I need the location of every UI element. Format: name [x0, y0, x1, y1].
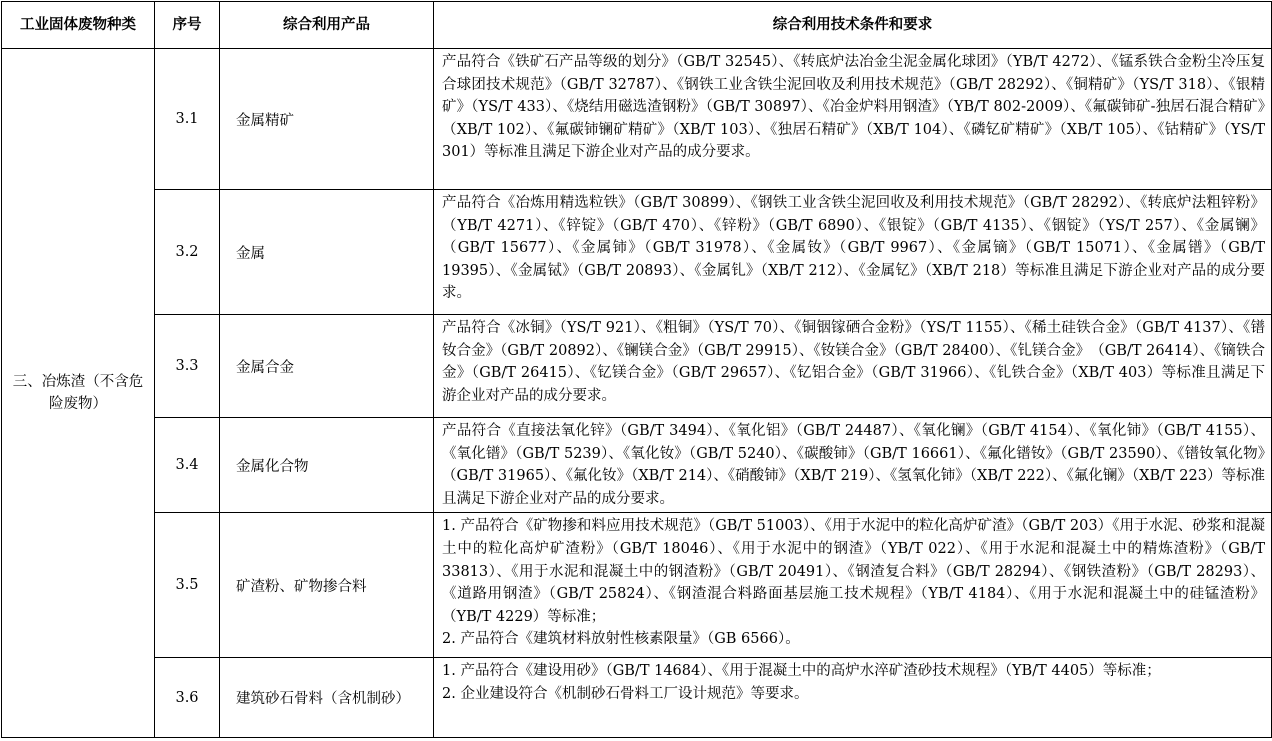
- table-row: [2, 513, 1272, 658]
- requirement-text: 产品符合《铁矿石产品等级的划分》（GB/T 32545）、《转底炉法冶金尘泥金属化球团》（YB/T 4272）、《锰系铁合金粉尘冷压复合球团技术规范》（GB/T 32787）、《钢铁工业含铁尘泥回收及利用技术规范》（GB/T 28292）、《铜精矿》（YS/T 318）、《银精矿》（YS/T 433）、《烧结用磁选渣钢粉》（GB/T 30897）、《冶金炉料用钢渣》（YB/T 802-2009）、《氟碳铈矿-独居石混合精矿》（XB/T 102）、《氟碳铈镧矿精矿》（XB/T 103）、《独居石精矿》（XB/T 104）、《磷钇矿精矿》（XB/T 105）、《钴精矿》（YS/T 301）等标准且满足下游企业对产品的成分要求。: [442, 54, 1265, 161]
- table-row: [2, 418, 1272, 513]
- seq-cell: 3.6: [155, 658, 220, 738]
- seq-cell: 3.3: [155, 315, 220, 418]
- category-cell: 三、冶炼渣（不含危险废物）: [2, 49, 155, 738]
- product-cell: 矿渣粉、矿物掺合料: [220, 513, 434, 658]
- seq-cell: 3.2: [155, 190, 220, 315]
- requirements-cell: [434, 190, 1272, 315]
- product-cell: 金属: [220, 190, 434, 315]
- product-cell: 金属精矿: [220, 49, 434, 190]
- table-row: [2, 658, 1272, 738]
- header-seq: 序号: [155, 2, 220, 49]
- product-cell: 金属化合物: [220, 418, 434, 513]
- requirement-text: 产品符合《冶炼用精选粒铁》（GB/T 30899）、《钢铁工业含铁尘泥回收及利用技术规范》（GB/T 28292）、《转底炉法粗锌粉》（YB/T 4271）、《锌锭》（GB/T 470）、《锌粉》（GB/T 6890）、《银锭》（GB/T 4135）、《铟锭》（YS/T 257）、《金属镧》（GB/T 15677）、《金属铈》（GB/T 31978）、《金属钕》（GB/T 9967）、《金属镝》（GB/T 15071）、《金属镨》（GB/T 19395）、《金属铽》（GB/T 20893）、《金属钆》（XB/T 212）、《金属钇》（XB/T 218）等标准且满足下游企业对产品的成分要求。: [442, 195, 1265, 302]
- product-cell: 建筑砂石骨料（含机制砂）: [220, 658, 434, 738]
- header-requirements: 综合利用技术条件和要求: [434, 2, 1272, 49]
- header-product: 综合利用产品: [220, 2, 434, 49]
- seq-cell: 3.4: [155, 418, 220, 513]
- header-category: 工业固体废物种类: [2, 2, 155, 49]
- requirements-cell: [434, 418, 1272, 513]
- requirement-item-1: 1. 产品符合《建设用砂》（GB/T 14684）、《用于混凝土中的高炉水淬矿渣砂技术规程》（YB/T 4405）等标准；: [442, 663, 1161, 680]
- table-header-row: [2, 2, 1272, 49]
- requirement-text: 产品符合《冰铜》（YS/T 921）、《粗铜》（YS/T 70）、《铜铟镓硒合金粉》（YS/T 1155）、《稀土硅铁合金》（GB/T 4137）、《镨钕合金》（GB/T 20892）、《镧镁合金》（GB/T 29915）、《钕镁合金》（GB/T 28400）、《钆镁合金》 （GB/T 26414）、《镝铁合金》（GB/T 26415）、《钇镁合金》（GB/T 29657）、《钇铝合金》（GB/T 31966）、《钆铁合金》（XB/T 403）等标准且满足下游企业对产品的成分要求。: [442, 320, 1265, 404]
- requirement-text: 产品符合《直接法氧化锌》（GB/T 3494）、《氧化铝》（GB/T 24487）、《氧化镧》（GB/T 4154）、《氧化铈》（GB/T 4155）、《氧化镨》（GB/T 5239）、《氧化钕》（GB/T 5240）、《碳酸铈》（GB/T 16661）、《氟化镨钕》（GB/T 23590）、《镨钕氧化物》（GB/T 31965）、《氟化钕》（XB/T 214）、《硝酸铈》（XB/T 219）、《氢氧化铈》（XB/T 222）、《氟化镧》（XB/T 223）等标准且满足下游企业对产品的成分要求。: [442, 423, 1265, 507]
- table-row: [2, 49, 1272, 190]
- waste-utilization-table: [1, 1, 1272, 738]
- requirements-cell: [434, 658, 1272, 738]
- requirements-cell: [434, 513, 1272, 658]
- requirements-cell: [434, 315, 1272, 418]
- table-row: [2, 190, 1272, 315]
- seq-cell: 3.1: [155, 49, 220, 190]
- product-cell: 金属合金: [220, 315, 434, 418]
- requirement-item-2: 2. 产品符合《建筑材料放射性核素限量》（GB 6566）。: [442, 631, 800, 648]
- seq-cell: 3.5: [155, 513, 220, 658]
- requirement-item-2: 2. 企业建设符合《机制砂石骨料工厂设计规范》等要求。: [442, 685, 809, 702]
- requirements-cell: [434, 49, 1272, 190]
- requirement-item-1: 1. 产品符合《矿物掺和料应用技术规范》（GB/T 51003）、《用于水泥中的粒化高炉矿渣》（GB/T 203）《用于水泥、砂浆和混凝土中的粒化高炉矿渣粉》（GB/T 18046）、《用于水泥中的钢渣》（YB/T 022）、《用于水泥和混凝土中的精炼渣粉》（GB/T 33813）、《用于水泥和混凝土中的钢渣粉》（GB/T 20491）、《钢渣复合料》（GB/T 28294）、《钢铁渣粉》（GB/T 28293）、《道路用钢渣》（GB/T 25824）、《钢渣混合料路面基层施工技术规程》（YB/T 4184）、《用于水泥和混凝土中的硅锰渣粉》（YB/T 4229）等标准；: [442, 518, 1265, 625]
- table-row: [2, 315, 1272, 418]
